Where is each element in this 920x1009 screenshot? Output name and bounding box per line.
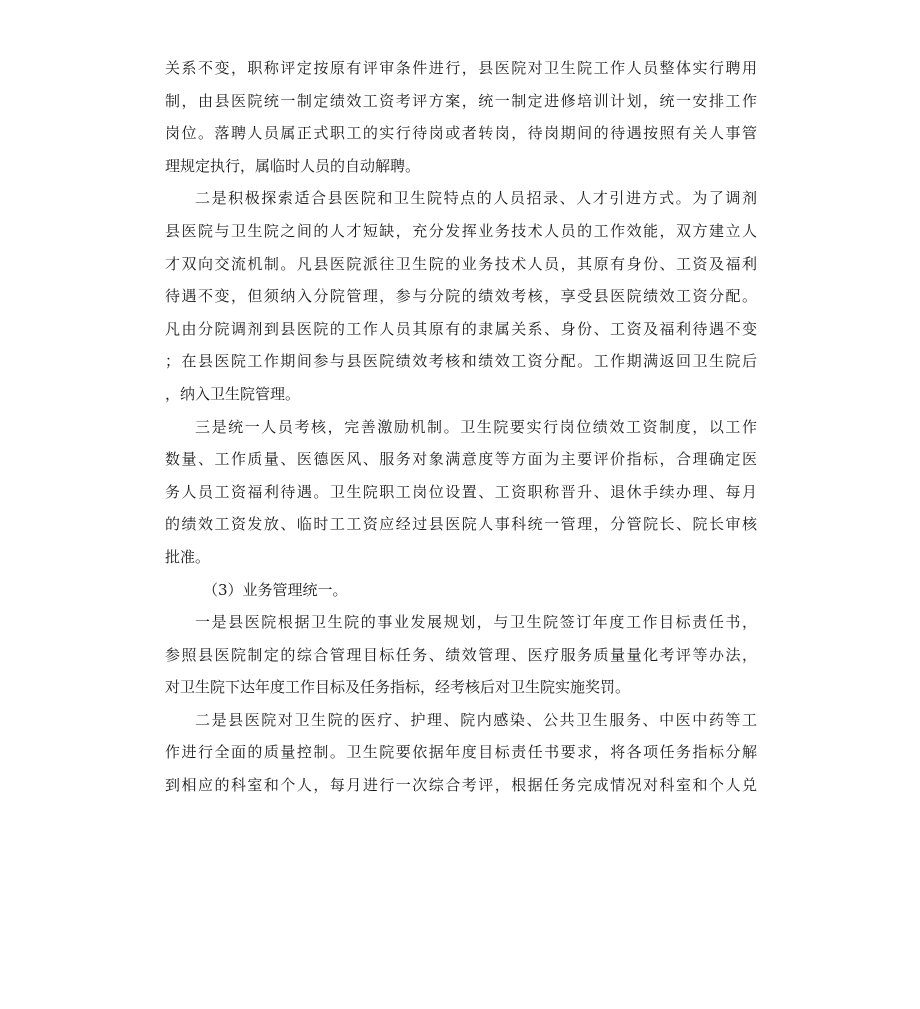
- text-line: 二是积极探索适合县医院和卫生院特点的人员招录、人才引进方式。为了调剂: [195, 189, 757, 208]
- text-line: 凡由分院调剂到县医院的工作人员其原有的隶属关系、身份、工资及福利待遇不变: [165, 319, 757, 338]
- text-line: 对卫生院下达年度工作目标及任务指标，经考核后对卫生院实施奖罚。: [165, 678, 631, 697]
- text-line: 务人员工资福利待遇。卫生院职工岗位设置、工资职称晋升、退休手续办理、每月: [165, 482, 757, 501]
- text-line: 一是县医院根据卫生院的事业发展规划，与卫生院签订年度工作目标责任书，: [195, 613, 757, 632]
- text-line: 县医院与卫生院之间的人才短缺，充分发挥业务技术人员的工作效能，双方建立人: [165, 221, 757, 240]
- text-line: 二是县医院对卫生院的医疗、护理、院内感染、公共卫生服务、中医中药等工: [195, 710, 757, 729]
- text-line: 到相应的科室和个人，每月进行一次综合考评，根据任务完成情况对科室和个人兑: [165, 776, 757, 795]
- text-line: 待遇不变，但须纳入分院管理，参与分院的绩效考核，享受县医院绩效工资分配。: [165, 287, 757, 306]
- text-line: 理规定执行，属临时人员的自动解聘。: [165, 156, 421, 175]
- text-line: ；在县医院工作期间参与县医院绩效考核和绩效工资分配。工作期满返回卫生院后: [165, 352, 757, 371]
- text-line: ，纳入卫生院管理。: [165, 384, 301, 403]
- text-line: 制，由县医院统一制定绩效工资考评方案，统一制定进修培训计划，统一安排工作: [165, 91, 757, 110]
- text-line: 数量、工作质量、医德医风、服务对象满意度等方面为主要评价指标，合理确定医: [165, 450, 757, 469]
- text-line: 三是统一人员考核，完善激励机制。卫生院要实行岗位绩效工资制度，以工作: [195, 417, 757, 436]
- text-line: 批准。: [165, 547, 211, 566]
- text-line: 才双向交流机制。凡县医院派往卫生院的业务技术人员，其原有身份、工资及福利: [165, 254, 757, 273]
- text-line: 岗位。落聘人员属正式职工的实行待岗或者转岗，待岗期间的待遇按照有关人事管: [165, 124, 757, 143]
- text-line: 关系不变，职称评定按原有评审条件进行，县医院对卫生院工作人员整体实行聘用: [165, 59, 757, 77]
- text-line: 参照县医院制定的综合管理目标任务、绩效管理、医疗服务质量量化考评等办法，: [165, 645, 757, 664]
- text-line: 作进行全面的质量控制。卫生院要依据年度目标责任书要求，将各项任务指标分解: [165, 743, 757, 762]
- section-heading: （3）业务管理统一。: [203, 580, 348, 599]
- text-line: 的绩效工资发放、临时工工资应经过县医院人事科统一管理，分管院长、院长审核: [165, 515, 757, 534]
- document-body: [165, 52, 757, 802]
